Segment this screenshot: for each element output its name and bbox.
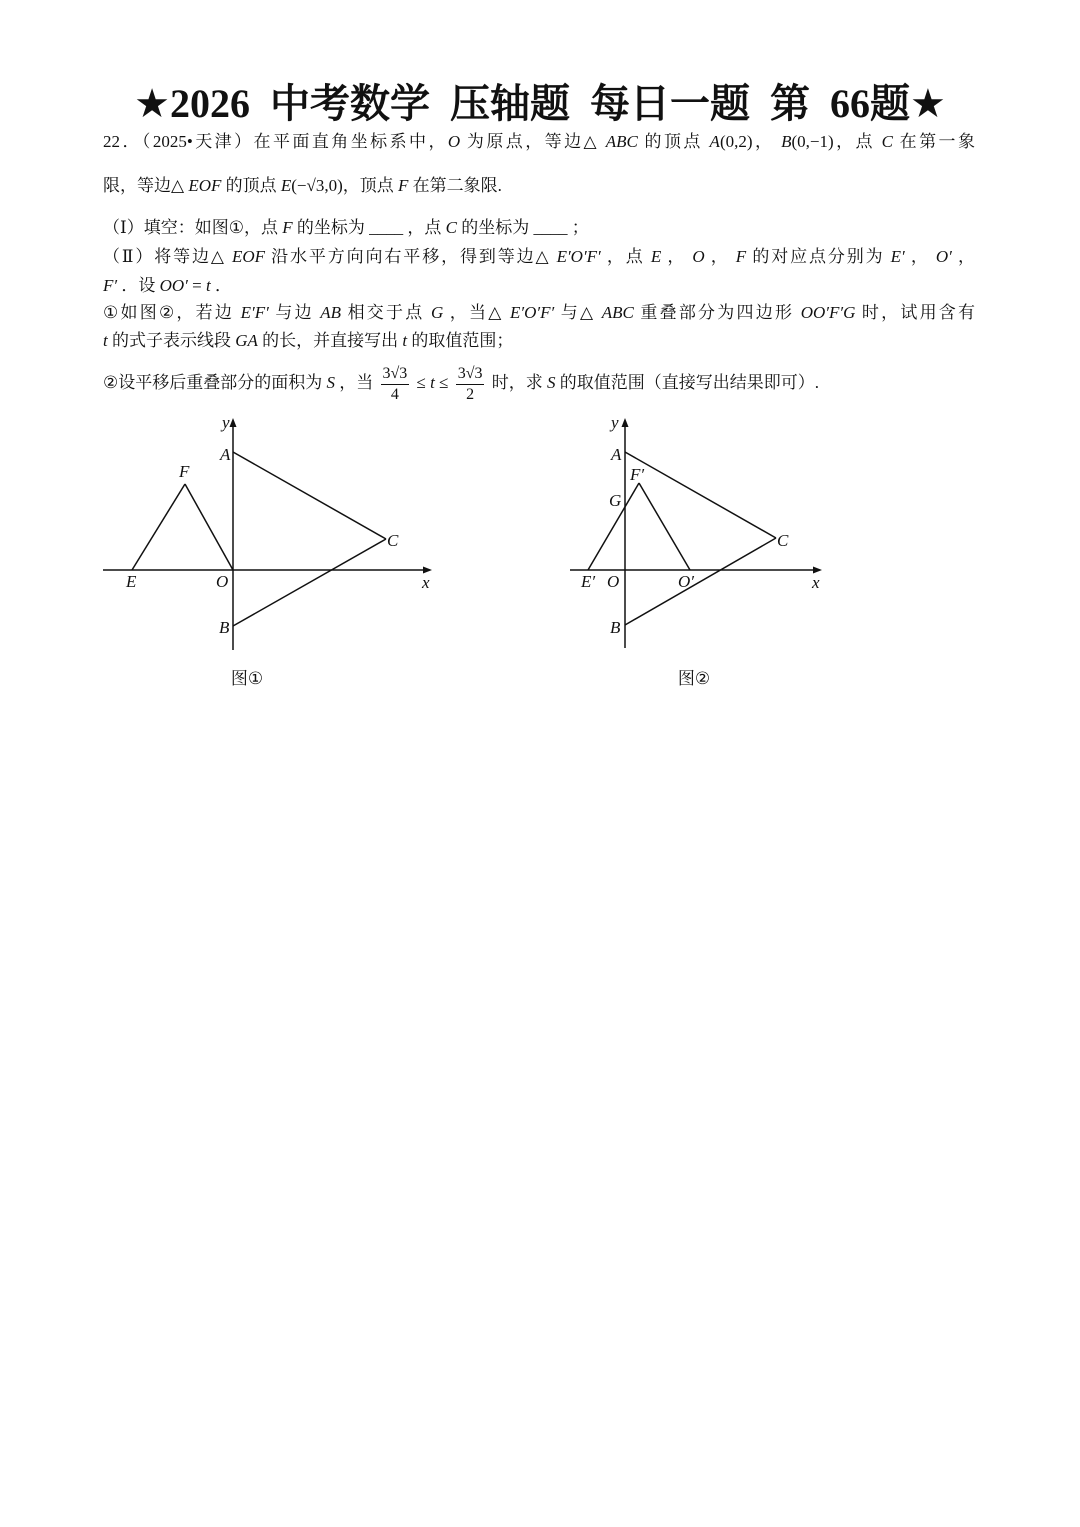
text-run: 的取值范围； xyxy=(407,331,514,350)
segment-CB xyxy=(233,539,386,626)
math-variable: EOF xyxy=(231,247,265,266)
math-variable: t xyxy=(205,276,211,295)
label-O: O xyxy=(216,572,229,591)
text-run: 与△ xyxy=(554,303,602,322)
math-variable: F xyxy=(398,176,409,195)
segment-AC xyxy=(625,452,776,538)
part-2-line-2 xyxy=(103,275,975,297)
math-variable: OO′F′G xyxy=(800,303,856,322)
math-variable: S xyxy=(546,373,556,392)
fraction-denominator: 4 xyxy=(390,385,399,403)
label-F: F xyxy=(179,462,190,481)
math-variable: G xyxy=(431,303,444,322)
label-E-prime: E′ xyxy=(581,572,596,591)
label-B: B xyxy=(610,618,621,637)
math-variable: ABC xyxy=(605,132,638,151)
math-variable: E′F′ xyxy=(240,303,269,322)
label-C: C xyxy=(387,531,399,550)
math-variable: E xyxy=(650,247,662,266)
label-O: O xyxy=(607,572,620,591)
math-variable: O′ xyxy=(935,247,952,266)
fraction-numerator: 3√3 xyxy=(381,365,410,385)
text-run: ， xyxy=(904,247,936,266)
text-run: ②设平移后重叠部分的面积为 xyxy=(103,373,327,392)
text-run: ， xyxy=(661,247,693,266)
text-run: 限，等边△ xyxy=(103,176,189,195)
segment-EF xyxy=(132,484,185,570)
math-variable: F′ xyxy=(103,276,118,295)
label-G: G xyxy=(609,491,622,510)
text-run: = xyxy=(187,276,206,295)
math-variable: AB xyxy=(320,303,342,322)
math-variable: B xyxy=(781,132,792,151)
text-run: ， xyxy=(951,247,976,266)
label-A: A xyxy=(611,445,622,464)
text-run: ， xyxy=(704,247,736,266)
text-run: 的取值范围（直接写出结果即可）. xyxy=(555,373,819,392)
math-variable: C xyxy=(881,132,893,151)
math-variable: A xyxy=(709,132,720,151)
text-run: ．设 xyxy=(117,276,160,295)
segment-AC xyxy=(233,452,386,539)
text-run: ≤ xyxy=(434,373,453,392)
label-A: A xyxy=(220,445,231,464)
label-B: B xyxy=(219,618,230,637)
text-run: 沿水平方向向右平移，得到等边△ xyxy=(265,247,557,266)
text-run: 的顶点 xyxy=(221,176,281,195)
math-variable: GA xyxy=(235,331,258,350)
part-2-question-1-line-1 xyxy=(103,302,975,324)
segment-CB xyxy=(625,538,776,625)
label-O-prime: O′ xyxy=(678,572,694,591)
segment-FO xyxy=(185,484,233,570)
math-variable: F xyxy=(282,218,293,237)
text-run: 22．（2025•天津）在平面直角坐标系中， xyxy=(103,132,448,151)
text-run: 在第二象限. xyxy=(408,176,502,195)
text-run: (0,−1)，点 xyxy=(791,132,882,151)
figure-1-caption: 图① xyxy=(230,669,264,688)
text-run: 的顶点 xyxy=(637,132,710,151)
figure-2 xyxy=(560,405,835,700)
text-run: 相交于点 xyxy=(341,303,431,322)
problem-stem-line-1 xyxy=(103,131,975,153)
page-title: ★2026 中考数学 压轴题 每日一题 第 66题★ xyxy=(134,81,946,126)
math-variable: t xyxy=(430,373,435,392)
math-variable: O xyxy=(692,247,705,266)
fraction xyxy=(456,365,485,404)
figure-2-caption: 图② xyxy=(677,669,711,688)
part-1-fill-in xyxy=(103,217,975,239)
math-variable: t xyxy=(103,331,108,350)
part-2-line-1 xyxy=(103,246,975,268)
text-run: 为原点，等边△ xyxy=(460,132,606,151)
y-axis-arrow xyxy=(230,418,237,427)
math-variable: E′O′F′ xyxy=(510,303,555,322)
text-run: ≤ xyxy=(412,373,431,392)
text-run: 在第一象 xyxy=(892,132,975,151)
math-variable: ABC xyxy=(601,303,634,322)
part-2-question-1-line-2 xyxy=(103,330,975,352)
fraction-denominator: 2 xyxy=(466,385,475,403)
label-y: y xyxy=(611,413,619,432)
label-y: y xyxy=(222,413,230,432)
text-run: ，点 xyxy=(600,247,651,266)
segment-F-prime-O-prime xyxy=(639,483,690,570)
label-x: x xyxy=(422,573,430,592)
math-variable: E xyxy=(280,176,292,195)
text-run: ①如图②，若边 xyxy=(103,303,241,322)
text-run: ． xyxy=(210,276,232,295)
text-run: ，当△ xyxy=(443,303,511,322)
text-run: 时，求 xyxy=(487,373,547,392)
text-run: (−√3,0)，顶点 xyxy=(291,176,399,195)
text-run: 的坐标为 ____ ，点 xyxy=(292,218,446,237)
math-variable: EOF xyxy=(188,176,222,195)
math-variable: OO′ xyxy=(159,276,188,295)
label-C: C xyxy=(777,531,789,550)
label-F-prime: F′ xyxy=(630,465,645,484)
text-run: ，当 xyxy=(335,373,378,392)
text-run: （Ⅱ）将等边△ xyxy=(103,247,232,266)
math-variable: E′O′F′ xyxy=(556,247,601,266)
math-variable: C xyxy=(445,218,457,237)
label-E: E xyxy=(126,572,137,591)
math-variable: F xyxy=(735,247,747,266)
math-variable: E′ xyxy=(890,247,905,266)
problem-stem-line-2 xyxy=(103,175,975,197)
fraction xyxy=(381,365,410,404)
part-2-question-2 xyxy=(103,355,975,411)
text-run: 重叠部分为四边形 xyxy=(633,303,801,322)
text-run: 的坐标为 ____ ； xyxy=(456,218,589,237)
fraction-numerator: 3√3 xyxy=(456,365,485,385)
figure-1 xyxy=(95,405,445,700)
text-run: 与边 xyxy=(268,303,321,322)
text-run: （Ⅰ）填空：如图①，点 xyxy=(103,218,283,237)
label-x: x xyxy=(812,573,820,592)
text-run: 的长，并直接写出 xyxy=(257,331,403,350)
math-variable: O xyxy=(447,132,461,151)
text-run: 的式子表示线段 xyxy=(107,331,236,350)
math-variable: t xyxy=(402,331,408,350)
text-run: 的对应点分别为 xyxy=(746,247,891,266)
math-variable: S xyxy=(326,373,335,392)
text-run: 时，试用含有 xyxy=(855,303,976,322)
text-run: (0,2)， xyxy=(719,132,782,151)
y-axis-arrow xyxy=(622,418,629,427)
